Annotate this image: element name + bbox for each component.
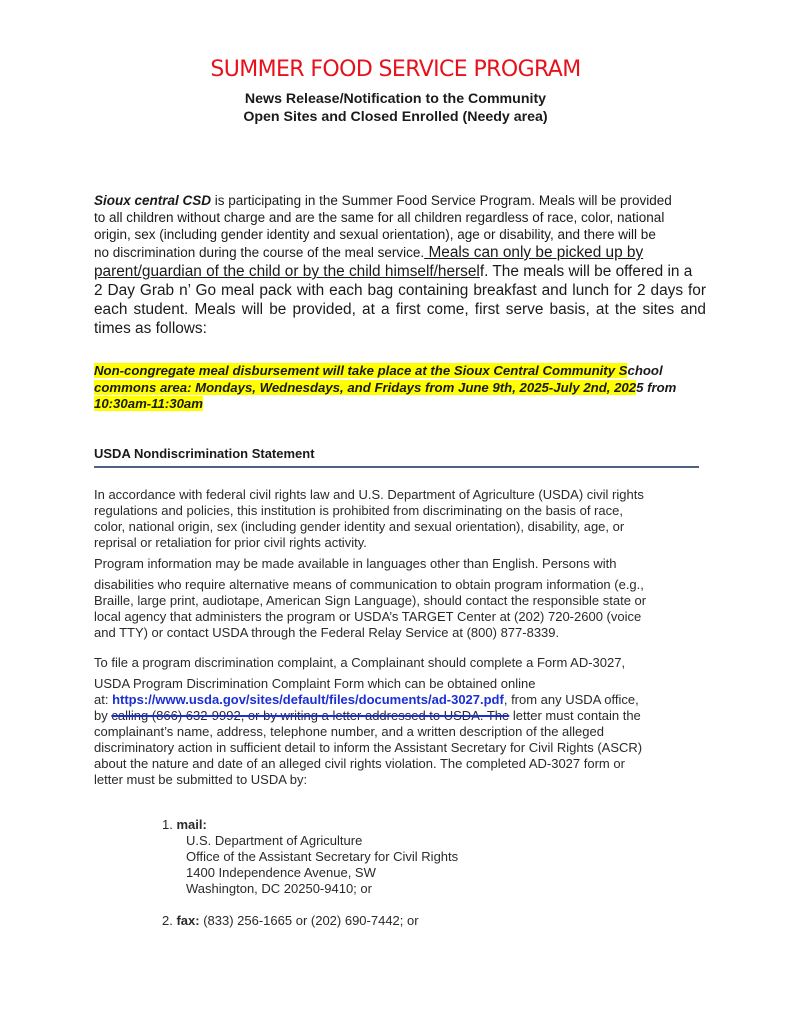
intro-paragraph: Sioux central CSD is participating in the Summer Food Service Program. Meals will be provided to all children without charge and are the same for all children regardless of race, color, national origin, sex (including gender identity and sexual orientation), age or disability, and there will be no discrimination during the course of the meal service. Meals can only be picked up by parent/guardian of the child or by the child himself/herself. The meals will be offered in a 2 Day Grab n’ Go meal pack with each bag containing breakfast and lunch for 2 days for each student. Meals will be provided, at a first come, first serve basis, at the sites and times as follows: [94, 193, 706, 337]
nondiscrimination-heading: USDA Nondiscrimination Statement [94, 446, 699, 468]
document-title: SUMMER FOOD SERVICE PROGRAM [210, 57, 581, 82]
pickup-rule-cont: parent/guardian of the child or by the child himself/hersel [94, 263, 480, 280]
struck-text: calling (866) 632-9992, or by writing a letter addressed to USDA. The [111, 708, 510, 723]
ad-3027-form-link[interactable]: https://www.usda.gov/sites/default/files/documents/ad-3027.pdf [112, 692, 504, 707]
list-item-fax: 2. fax: (833) 256-1665 or (202) 690-7442; or [162, 913, 419, 928]
document-subtitle: News Release/Notification to the Community [244, 91, 547, 107]
language-access-paragraph: Program information may be made available in languages other than English. Persons with disabilities who require alternative means of communication to obtain program information (e.g., Braille, large print, audiotape, American Sign Language), should contact the responsible state or local agency that administers the program or USDA’s TARGET Center at (202) 720-2600 (voice and TTY) or contact USDA through the Federal Relay Service at (800) 877-8339. [94, 556, 647, 640]
pickup-rule: Meals can only be picked up by [424, 244, 644, 261]
complaint-paragraph: To file a program discrimination complaint, a Complainant should complete a Form AD-3027, USDA Program Discrimination Complaint Form which can be obtained online at: https://www.usda.gov/sites/default/files/documents/ad-3027.pdf, from any USDA office, by calling (866) 632-9992, or by writing a letter addressed to USDA. The letter must contain the complainant’s name, address, telephone number, and a written description of the alleged discriminatory action in sufficient detail to inform the Assistant Secretary for Civil Rights (ASCR) about the nature and date of an alleged civil rights violation. The completed AD-3027 form or letter must be submitted to USDA by: [94, 655, 643, 787]
document-subtitle-sites: Open Sites and Closed Enrolled (Needy area) [243, 109, 548, 125]
civil-rights-paragraph: In accordance with federal civil rights law and U.S. Department of Agriculture (USDA) civil rights regulations and policies, this institution is prohibited from discriminating on the basis of race, color, national origin, sex (including gender identity and sexual orientation), disability, age, or reprisal or retaliation for prior civil rights activity. [94, 487, 644, 550]
meal-schedule: Non-congregate meal disbursement will take place at the Sioux Central Community School commons area: Mondays, Wednesdays, and Fridays from June 9th, 2025-July 2nd, 2025 from 10:30am-11:30am [94, 363, 677, 411]
list-item-mail: 1. mail: U.S. Department of Agriculture Office of the Assistant Secretary for Civil Rights 1400 Independence Avenue, SW Washington, DC 20250-9410; or [162, 817, 459, 896]
sponsor-name: Sioux central CSD [94, 193, 212, 208]
